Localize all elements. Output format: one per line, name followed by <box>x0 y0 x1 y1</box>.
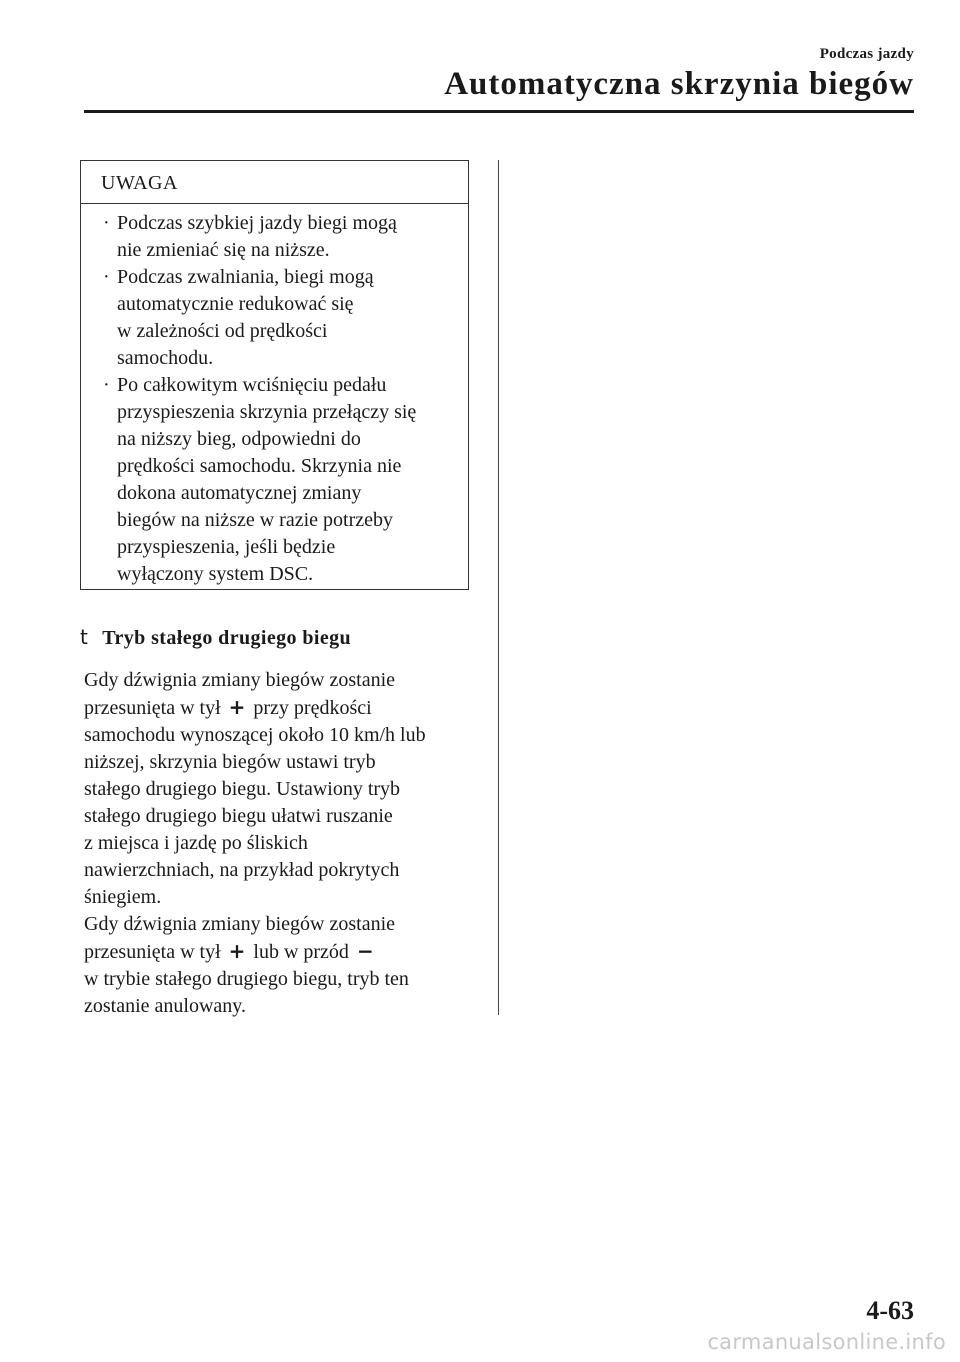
note-line: samochodu. <box>117 347 214 369</box>
note-line: dokona automatycznej zmiany <box>117 482 362 504</box>
body-line: niższej, skrzynia biegów ustawi tryb <box>84 751 376 773</box>
note-line: na niższy bieg, odpowiedni do <box>117 428 361 450</box>
note-line: Podczas zwalniania, biegi mogą <box>117 266 374 288</box>
chapter-title: Automatyczna skrzynia biegów <box>444 66 914 102</box>
body-text <box>84 667 484 1020</box>
column-divider <box>498 160 499 1015</box>
bullet-icon: · <box>103 212 110 234</box>
body-line: lub w przód <box>253 941 349 963</box>
body-line: nawierzchniach, na przykład pokrytych <box>84 859 400 881</box>
note-line: automatycznie redukować się <box>117 293 354 315</box>
note-box <box>80 160 469 590</box>
body-line: przy prędkości <box>253 697 372 719</box>
note-line: przyspieszenia, jeśli będzie <box>117 536 336 558</box>
body-line: samochodu wynoszącej około 10 km/h lub <box>84 724 426 746</box>
note-item <box>81 372 468 588</box>
subheading-text: Tryb stałego drugiego biegu <box>102 627 352 649</box>
body-line: śniegiem. <box>84 886 162 908</box>
body-line: w trybie stałego drugiego biegu, tryb ten <box>84 968 409 990</box>
note-line: wyłączony system DSC. <box>117 563 314 585</box>
bullet-icon: · <box>103 374 110 396</box>
note-line: przyspieszenia skrzynia przełączy się <box>117 401 417 423</box>
watermark: carmanualsonline.info <box>707 1330 946 1354</box>
minus-icon: − <box>356 939 374 963</box>
body-line: przesunięta w tył <box>84 697 221 719</box>
body-line: stałego drugiego biegu. Ustawiony tryb <box>84 778 401 800</box>
section-marker-icon: t <box>80 625 89 649</box>
note-line: w zależności od prędkości <box>117 320 328 342</box>
note-line: prędkości samochodu. Skrzynia nie <box>117 455 402 477</box>
note-list <box>81 204 468 588</box>
subheading <box>80 623 351 652</box>
header-rule <box>84 110 914 113</box>
note-line: nie zmieniać się na niższe. <box>117 239 330 261</box>
plus-icon: + <box>228 695 246 719</box>
note-item <box>81 210 468 264</box>
page-number: 4-63 <box>866 1296 914 1325</box>
body-line: stałego drugiego biegu ułatwi ruszanie <box>84 805 393 827</box>
body-line: z miejsca i jazdę po śliskich <box>84 832 308 854</box>
note-item <box>81 264 468 372</box>
section-label: Podczas jazdy <box>819 46 914 62</box>
body-line: Gdy dźwignia zmiany biegów zostanie <box>84 669 396 691</box>
bullet-icon: · <box>103 266 110 288</box>
body-line: przesunięta w tył <box>84 941 221 963</box>
note-title: UWAGA <box>81 161 468 204</box>
note-line: Po całkowitym wciśnięciu pedału <box>117 374 387 396</box>
note-line: Podczas szybkiej jazdy biegi mogą <box>117 212 397 234</box>
plus-icon: + <box>228 939 246 963</box>
body-line: Gdy dźwignia zmiany biegów zostanie <box>84 913 396 935</box>
body-line: zostanie anulowany. <box>84 995 246 1017</box>
note-line: biegów na niższe w razie potrzeby <box>117 509 393 531</box>
